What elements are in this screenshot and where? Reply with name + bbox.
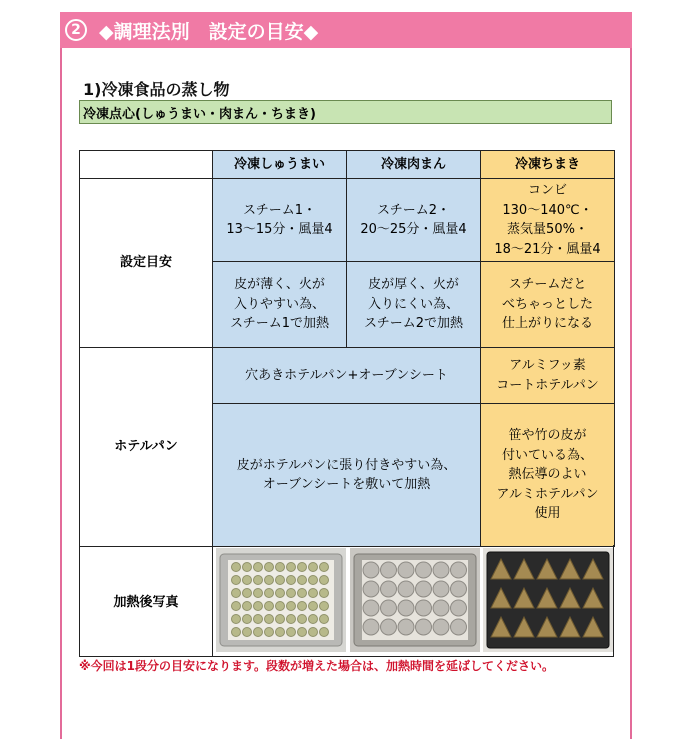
shumai-piece bbox=[298, 602, 307, 611]
nikuman-piece bbox=[381, 600, 397, 616]
col-header-chimaki: 冷凍ちまき bbox=[481, 151, 615, 179]
nikuman-piece bbox=[363, 619, 379, 635]
shumai-piece bbox=[232, 628, 241, 637]
chimaki-photo bbox=[483, 548, 613, 652]
nikuman-piece bbox=[381, 619, 397, 635]
shumai-piece bbox=[232, 602, 241, 611]
nikuman-piece bbox=[398, 600, 414, 616]
shumai-piece bbox=[232, 576, 241, 585]
section-number: 2 bbox=[65, 19, 87, 41]
shumai-piece bbox=[276, 602, 285, 611]
nikuman-piece bbox=[416, 619, 432, 635]
shumai-piece bbox=[320, 628, 329, 637]
note-nikuman: 皮が厚く、火が 入りにくい為、 スチーム2で加熱 bbox=[347, 262, 481, 348]
nikuman-piece bbox=[451, 600, 467, 616]
shumai-piece bbox=[287, 602, 296, 611]
row-label-photo: 加熱後写真 bbox=[80, 545, 213, 656]
row-label-settings: 設定目安 bbox=[80, 179, 213, 348]
nikuman-piece bbox=[398, 619, 414, 635]
shumai-piece bbox=[298, 628, 307, 637]
shumai-piece bbox=[254, 576, 263, 585]
nikuman-piece bbox=[451, 619, 467, 635]
shumai-piece bbox=[265, 602, 274, 611]
shumai-piece bbox=[287, 628, 296, 637]
footnote: ※今回は1段分の目安になります。段数が増えた場合は、加熱時間を延ばしてください。 bbox=[79, 659, 555, 673]
pan-reason-common: 皮がホテルパンに張り付きやすい為、 オーブンシートを敷いて加熱 bbox=[213, 404, 481, 547]
shumai-piece bbox=[265, 576, 274, 585]
banner-title: ◆調理法別 設定の目安◆ bbox=[99, 20, 319, 43]
shumai-piece bbox=[232, 563, 241, 572]
settings-nikuman: スチーム2・ 20〜25分・風量4 bbox=[347, 179, 481, 262]
col-header-nikuman: 冷凍肉まん bbox=[347, 151, 481, 179]
shumai-piece bbox=[254, 615, 263, 624]
shumai-piece bbox=[298, 576, 307, 585]
shumai-piece bbox=[320, 589, 329, 598]
shumai-piece bbox=[276, 589, 285, 598]
shumai-piece bbox=[265, 615, 274, 624]
pan-chimaki: アルミフッ素 コートホテルパン bbox=[481, 348, 615, 404]
shumai-piece bbox=[265, 589, 274, 598]
shumai-piece bbox=[309, 602, 318, 611]
shumai-piece bbox=[309, 576, 318, 585]
shumai-piece bbox=[254, 628, 263, 637]
shumai-piece bbox=[243, 602, 252, 611]
shumai-piece bbox=[243, 615, 252, 624]
nikuman-piece bbox=[363, 562, 379, 578]
settings-shumai: スチーム1・ 13〜15分・風量4 bbox=[213, 179, 347, 262]
nikuman-piece bbox=[381, 581, 397, 597]
table-corner bbox=[80, 151, 213, 179]
shumai-piece bbox=[320, 563, 329, 572]
category-bar bbox=[79, 100, 612, 124]
shumai-piece bbox=[265, 563, 274, 572]
nikuman-piece bbox=[451, 581, 467, 597]
shumai-piece bbox=[287, 576, 296, 585]
shumai-piece bbox=[287, 589, 296, 598]
shumai-piece bbox=[287, 615, 296, 624]
shumai-piece bbox=[265, 628, 274, 637]
nikuman-piece bbox=[381, 562, 397, 578]
nikuman-piece bbox=[433, 619, 449, 635]
nikuman-piece bbox=[416, 600, 432, 616]
shumai-piece bbox=[254, 602, 263, 611]
shumai-piece bbox=[309, 628, 318, 637]
shumai-piece bbox=[276, 628, 285, 637]
nikuman-photo bbox=[350, 548, 480, 652]
shumai-piece bbox=[243, 589, 252, 598]
shumai-piece bbox=[309, 589, 318, 598]
col-header-shumai: 冷凍しゅうまい bbox=[213, 151, 347, 179]
shumai-piece bbox=[298, 615, 307, 624]
shumai-piece bbox=[320, 602, 329, 611]
category-label: 冷凍点心(しゅうまい・肉まん・ちまき) bbox=[83, 106, 316, 122]
note-chimaki: スチームだと べちゃっとした 仕上がりになる bbox=[481, 262, 615, 348]
shumai-piece bbox=[320, 576, 329, 585]
shumai-piece bbox=[320, 615, 329, 624]
shumai-piece bbox=[309, 563, 318, 572]
nikuman-piece bbox=[451, 562, 467, 578]
section-title: 1)冷凍食品の蒸し物 bbox=[83, 80, 230, 99]
nikuman-piece bbox=[363, 600, 379, 616]
nikuman-piece bbox=[433, 562, 449, 578]
settings-table bbox=[79, 150, 615, 547]
pan-common: 穴あきホテルパン+オーブンシート bbox=[213, 348, 481, 404]
shumai-piece bbox=[254, 589, 263, 598]
shumai-piece bbox=[298, 563, 307, 572]
nikuman-piece bbox=[416, 562, 432, 578]
nikuman-piece bbox=[398, 581, 414, 597]
shumai-piece bbox=[243, 628, 252, 637]
nikuman-piece bbox=[363, 581, 379, 597]
shumai-piece bbox=[243, 563, 252, 572]
shumai-piece bbox=[232, 589, 241, 598]
shumai-piece bbox=[276, 615, 285, 624]
nikuman-piece bbox=[433, 600, 449, 616]
photo-row bbox=[79, 545, 614, 657]
shumai-piece bbox=[232, 615, 241, 624]
section-banner bbox=[60, 12, 632, 48]
row-label-hotel-pan: ホテルパン bbox=[80, 348, 213, 547]
shumai-piece bbox=[309, 615, 318, 624]
shumai-piece bbox=[243, 576, 252, 585]
shumai-piece bbox=[276, 563, 285, 572]
nikuman-piece bbox=[416, 581, 432, 597]
shumai-piece bbox=[287, 563, 296, 572]
nikuman-piece bbox=[433, 581, 449, 597]
shumai-piece bbox=[298, 589, 307, 598]
nikuman-piece bbox=[398, 562, 414, 578]
shumai-piece bbox=[254, 563, 263, 572]
note-shumai: 皮が薄く、火が 入りやすい為、 スチーム1で加熱 bbox=[213, 262, 347, 348]
settings-chimaki: コンビ 130〜140℃・ 蒸気量50%・ 18〜21分・風量4 bbox=[481, 179, 615, 262]
shumai-photo bbox=[216, 548, 346, 652]
shumai-piece bbox=[276, 576, 285, 585]
pan-reason-chimaki: 笹や竹の皮が 付いている為、 熱伝導のよい アルミホテルパン 使用 bbox=[481, 404, 615, 547]
